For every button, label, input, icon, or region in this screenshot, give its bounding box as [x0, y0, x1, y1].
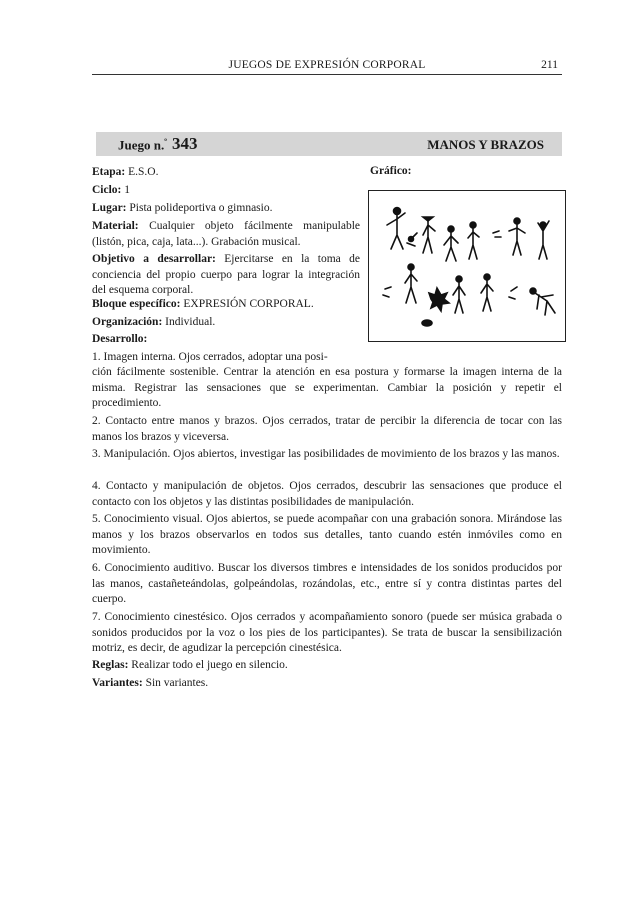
field-bloque: Bloque específico: EXPRESIÓN CORPORAL.: [92, 298, 314, 310]
field-lugar: Lugar: Pista polideportiva o gimnasio.: [92, 202, 273, 214]
game-banner: [96, 132, 562, 156]
figure-9: [383, 287, 391, 297]
figure-8: [538, 221, 549, 259]
game-illustration: [368, 190, 566, 342]
figure-11: [429, 288, 449, 311]
figure-10: [405, 264, 417, 303]
desarrollo-p5: 5. Conocimiento visual. Ojos abiertos, se puede acompañar con una grabación sonora. Mirándose las manos y los brazos observarlos en todos sus detalles, tanto cuando estén inmóviles como en movimiento.: [92, 513, 562, 556]
running-header: [92, 54, 562, 75]
field-ciclo: Ciclo: 1: [92, 184, 131, 196]
figure-15: [509, 287, 517, 299]
desarrollo-p1-rest: ción fácilmente sostenible. Centrar la atención en esa postura y formarse la imagen interna de la misma. Registrar las sensaciones que se experimentan. Cambiar la posición y repetir el procedimiento.: [92, 366, 562, 409]
figure-7: [509, 218, 525, 255]
desarrollo-p2: 2. Contacto entre manos y brazos. Ojos cerrados, tratar de percibir la diferencia de tocar con las manos los brazos y viceversa.: [92, 415, 562, 443]
game-name: MANOS Y BRAZOS: [427, 137, 544, 152]
field-objetivo: Objetivo a desarrollar: Ejercitarse en la toma de conciencia del propio cuerpo para lograr la integración del esquema corporal.: [92, 253, 360, 296]
figure-16: [530, 288, 555, 315]
field-material: Material: Cualquier objeto fácilmente manipulable (listón, pica, caja, lata...). Grabación musical.: [92, 220, 360, 248]
field-organizacion: Organización: Individual.: [92, 316, 216, 328]
field-etapa: Etapa: E.S.O.: [92, 166, 159, 178]
game-number-label: Juego n.$^º$: [118, 137, 167, 153]
desarrollo-p6: 6. Conocimiento auditivo. Buscar los diversos timbres e intensidades de los sonidos producidos por las manos, castañeteándolas, golpeándolas, rozándolas, etc., entre sí y contra distintas partes del cuerpo.: [92, 562, 562, 605]
figure-6: [493, 231, 501, 237]
figure-13: [453, 276, 465, 313]
desarrollo-p4: 4. Contacto y manipulación de objetos. Ojos cerrados, descubrir las sensaciones que produce el contacto con los objetos y las distintas posibilidades de manipulación.: [92, 480, 562, 508]
figure-1: [387, 208, 405, 250]
figure-14: [481, 274, 493, 311]
figure-4: [444, 226, 458, 261]
grafico-label: Gráfico:: [370, 165, 412, 177]
desarrollo-p3: 3. Manipulación. Ojos abiertos, investigar las posibilidades de movimiento de los brazos y las manos.: [92, 448, 560, 460]
field-variantes: Variantes: Sin variantes.: [92, 677, 209, 689]
stick-figures-drawing: [369, 191, 565, 341]
field-reglas: Reglas: Realizar todo el juego en silencio.: [92, 659, 288, 671]
figure-5: [468, 222, 479, 259]
running-header-title: JUEGOS DE EXPRESIÓN CORPORAL: [228, 59, 426, 71]
figure-2: [407, 233, 417, 246]
figure-12: [422, 320, 432, 326]
figure-3: [423, 217, 435, 253]
game-number: 343: [172, 134, 198, 153]
desarrollo-p1-first: 1. Imagen interna. Ojos cerrados, adoptar una posi-: [92, 351, 328, 363]
page-number: 211: [541, 59, 558, 71]
desarrollo-p7: 7. Conocimiento cinestésico. Ojos cerrados y acompañamiento sonoro (puede ser música grabada o sonidos producidos por la voz o los pies de los participantes). Se trata de buscar la sensibilización motriz, es decir, de agudizar la percepción cinestésica.: [92, 611, 562, 654]
field-desarrollo-label: Desarrollo:: [92, 333, 148, 345]
